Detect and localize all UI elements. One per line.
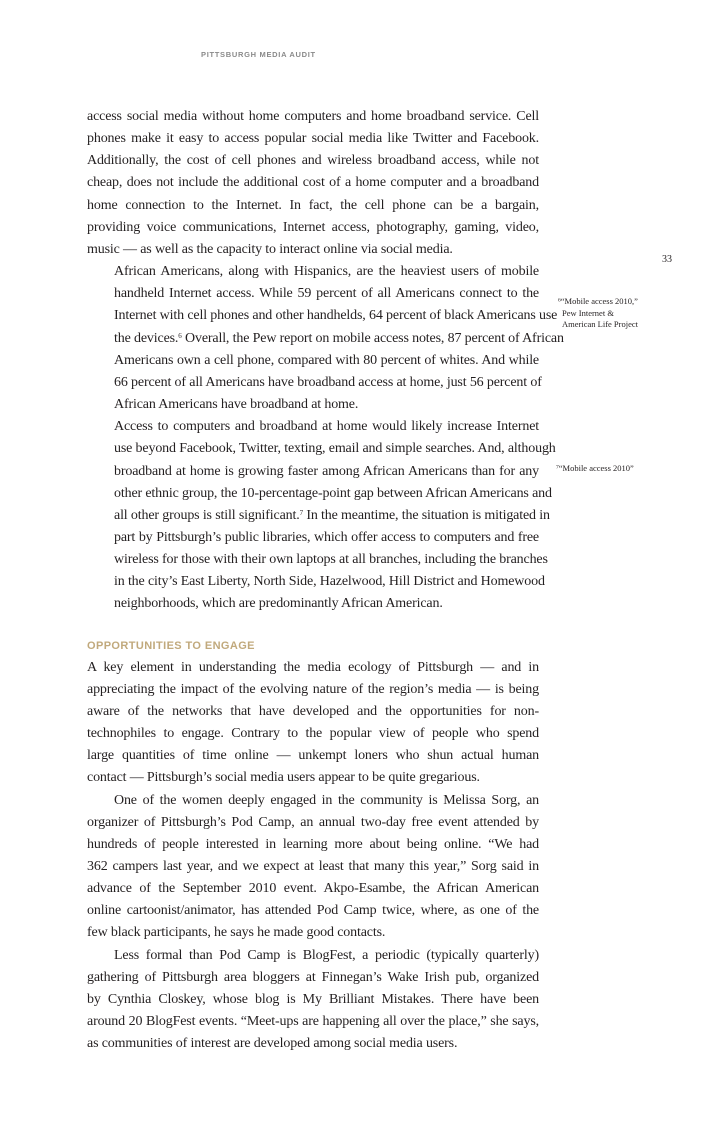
footnote-ref-6: 6 <box>178 331 182 340</box>
body-column <box>87 106 564 1055</box>
text-fragment: Overall, the Pew report on mobile access notes, 87 percent of African <box>181 330 564 346</box>
text-line: African Americans have broadband at home. <box>114 397 359 413</box>
paragraph <box>87 657 539 790</box>
footnote-text: “Mobile access 2010” <box>558 463 634 473</box>
text-line: Americans own a cell phone, compared with 80 percent of whites. And while <box>114 352 539 368</box>
section-heading: OPPORTUNITIES TO ENGAGE <box>87 639 255 652</box>
text-line: by Cynthia Closkey, whose blog is My Brilliant Mistakes. There have been <box>87 991 539 1007</box>
footnote-ref-7: 7 <box>299 508 303 517</box>
footnote-marker: 6 <box>558 297 561 304</box>
page-number: 33 <box>662 254 672 265</box>
text-line: music — as well as the capacity to interact online via social media. <box>87 241 453 257</box>
paragraph <box>87 945 539 1056</box>
paragraph <box>87 416 556 615</box>
text-line: appreciating the impact of the evolving nature of the region’s media — is being <box>87 681 539 697</box>
text-line: technophiles to engage. Contrary to the popular view of people who spend <box>87 726 539 742</box>
text-line <box>87 328 564 350</box>
text-fragment: In the meantime, the situation is mitigated in <box>302 507 550 523</box>
paragraph <box>87 790 539 945</box>
text-line: African Americans, along with Hispanics, are the heaviest users of mobile <box>114 264 539 280</box>
text-line <box>87 505 550 527</box>
text-line: handheld Internet access. While 59 percent of all Americans connect to the <box>114 286 539 302</box>
text-line: as communities of interest are developed among social media users. <box>87 1036 458 1052</box>
text-line: part by Pittsburgh’s public libraries, which offer access to computers and free <box>114 529 539 545</box>
footnote-text: Pew Internet & <box>562 307 614 318</box>
running-header: PITTSBURGH MEDIA AUDIT <box>201 50 316 59</box>
text-line: large quantities of time online — unkempt loners who shun actual human <box>87 748 539 764</box>
text-line: Internet with cell phones and other handhelds, 64 percent of black Americans use <box>114 308 558 324</box>
text-line: 66 percent of all Americans have broadband access at home, just 56 percent of <box>114 374 542 390</box>
footnote-marker: 7 <box>556 464 559 471</box>
text-line: advance of the September 2010 event. Akpo-Esambe, the African American <box>87 881 539 897</box>
text-line: home connection to the Internet. In fact, the cell phone can be a bargain, <box>87 197 539 213</box>
text-line: around 20 BlogFest events. “Meet-ups are happening all over the place,” she says, <box>87 1014 539 1030</box>
text-line: broadband at home is growing faster among African Americans than for any <box>114 463 539 479</box>
text-line: cheap, does not include the additional cost of a home computer and a broadband <box>87 175 539 191</box>
text-line: phones make it easy to access popular social media like Twitter and Facebook. <box>87 131 539 147</box>
text-line: Less formal than Pod Camp is BlogFest, a periodic (typically quarterly) <box>114 947 539 963</box>
text-fragment: all other groups is still significant. <box>114 507 300 523</box>
text-line: online cartoonist/animator, has attended Pod Camp twice, where, as one of the <box>87 903 539 919</box>
text-line: neighborhoods, which are predominantly African American. <box>114 596 443 612</box>
footnote-text: “Mobile access 2010,” <box>560 296 638 306</box>
text-line: few black participants, he says he made good contacts. <box>87 925 386 941</box>
text-line: aware of the networks that have developed and the opportunities for non- <box>87 703 539 719</box>
text-line: access social media without home computers and home broadband service. Cell <box>87 109 539 124</box>
paragraph <box>87 106 539 261</box>
text-line: other ethnic group, the 10-percentage-point gap between African Americans and <box>114 485 552 501</box>
text-line: providing voice communications, Internet access, photography, gaming, video, <box>87 219 539 235</box>
text-line: 362 campers last year, and we expect at least that many this year,” Sorg said in <box>87 859 539 874</box>
text-line: Access to computers and broadband at home would likely increase Internet <box>114 419 539 435</box>
footnote-text: American Life Project <box>562 319 638 329</box>
footnote-6 <box>558 296 638 331</box>
footnote-7 <box>556 463 634 475</box>
text-fragment: the devices. <box>114 330 179 346</box>
text-line: One of the women deeply engaged in the community is Melissa Sorg, an <box>114 792 539 808</box>
text-line: in the city’s East Liberty, North Side, Hazelwood, Hill District and Homewood <box>114 574 545 590</box>
text-line: contact — Pittsburgh’s social media users appear to be quite gregarious. <box>87 770 480 786</box>
text-line: use beyond Facebook, Twitter, texting, email and simple searches. And, although <box>114 441 556 457</box>
text-line: Additionally, the cost of cell phones and wireless broadband access, while not <box>87 153 539 169</box>
text-line: hundreds of people interested in learning more about being online. “We had <box>87 836 539 852</box>
text-line: A key element in understanding the media ecology of Pittsburgh — and in <box>87 659 539 675</box>
text-line: wireless for those with their own laptops at all branches, including the branches <box>114 552 548 568</box>
text-line: organizer of Pittsburgh’s Pod Camp, an annual two-day free event attended by <box>87 814 539 830</box>
text-line: gathering of Pittsburgh area bloggers at Finnegan’s Wake Irish pub, organized <box>87 969 539 985</box>
paragraph <box>87 261 564 416</box>
